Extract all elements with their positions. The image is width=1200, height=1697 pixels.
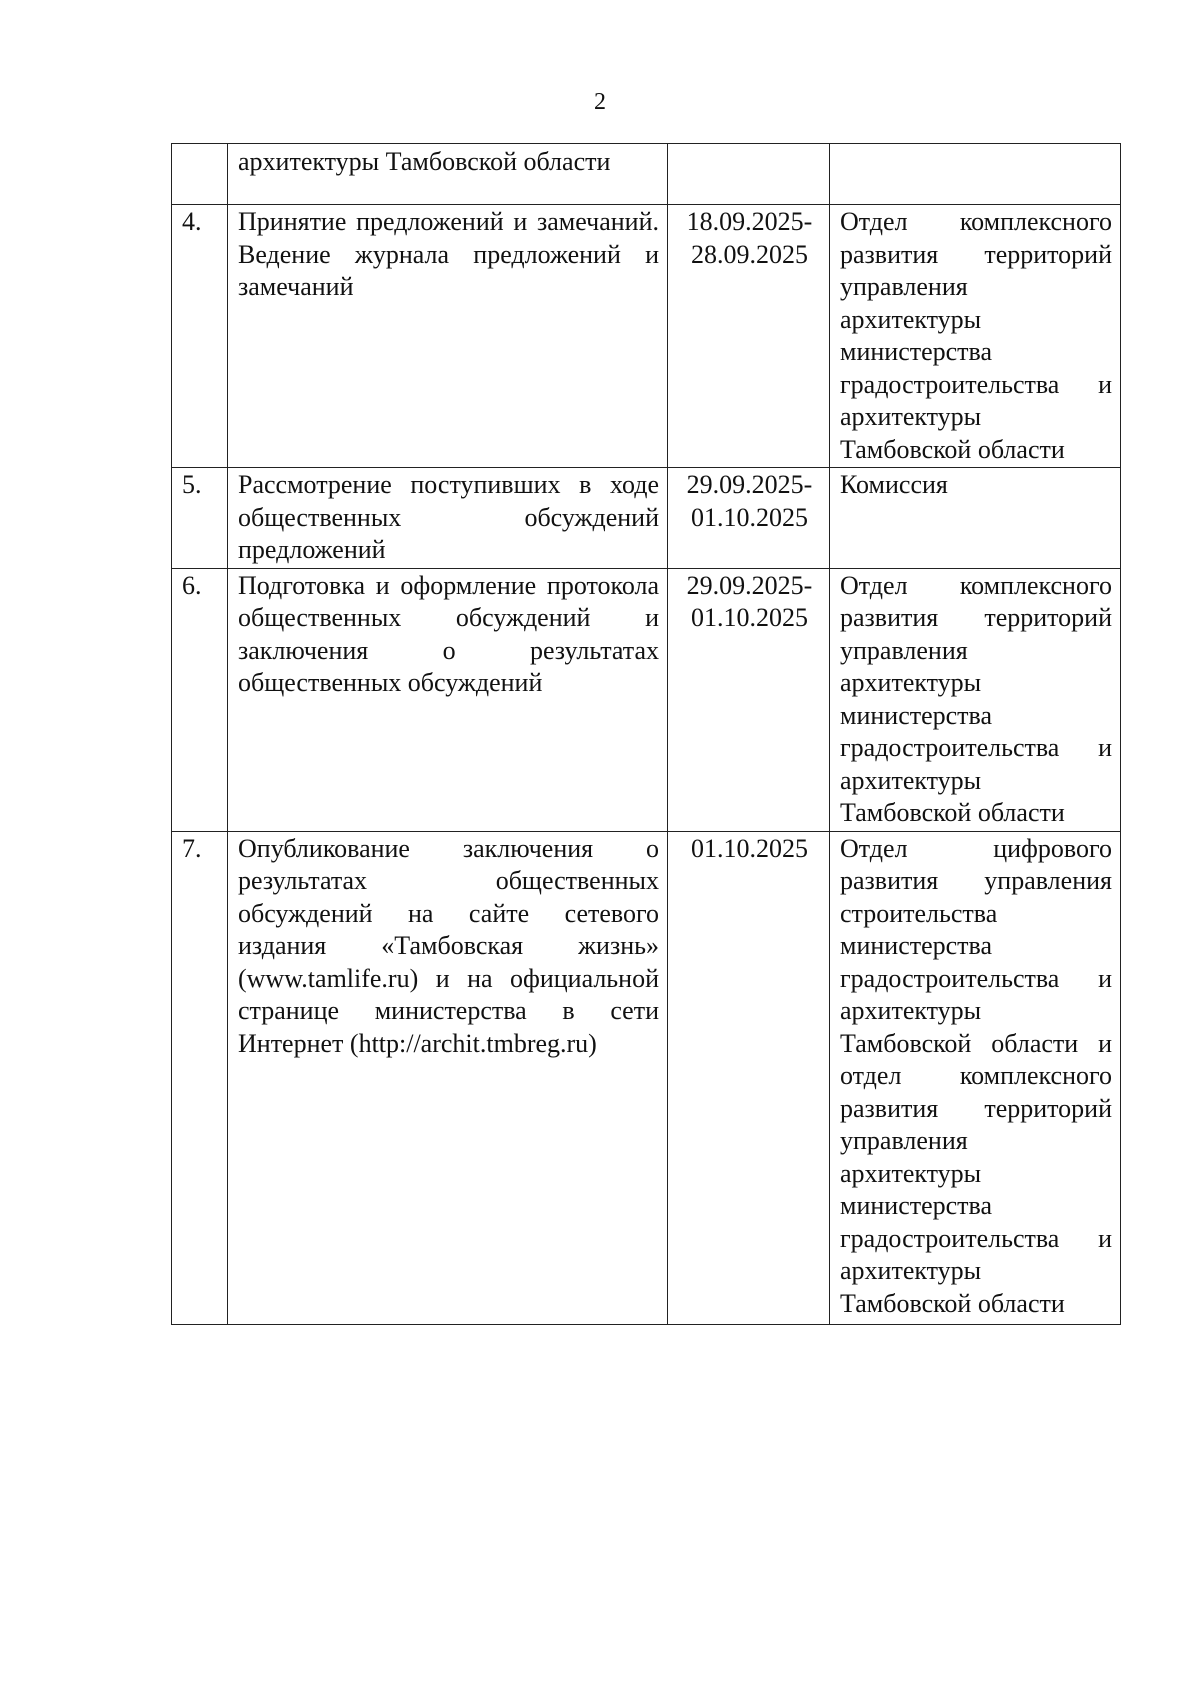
- table-row: [172, 144, 1121, 205]
- row-number: [172, 144, 228, 205]
- row-number: 4.: [172, 205, 228, 468]
- page-number: 2: [594, 89, 606, 115]
- date-cell: 29.09.2025-01.10.2025: [668, 568, 830, 831]
- row-number: 5.: [172, 468, 228, 569]
- responsible-cell: Комиссия: [830, 468, 1121, 569]
- responsible-cell: [830, 144, 1121, 205]
- task-cell: Принятие предложений и замечаний. Ведение журнала предложений и замечаний: [228, 205, 668, 468]
- responsible-cell: Отдел комплексного развития территорий управления архитектуры министерства градостроительства и архитектуры Тамбовской области: [830, 205, 1121, 468]
- row-number: 7.: [172, 831, 228, 1324]
- task-cell: архитектуры Тамбовской области: [228, 144, 668, 205]
- date-cell: 29.09.2025-01.10.2025: [668, 468, 830, 569]
- date-cell: 01.10.2025: [668, 831, 830, 1324]
- table-row: [172, 468, 1121, 569]
- task-cell: Опубликование заключения о результатах общественных обсуждений на сайте сетевого издания «Тамбовская жизнь» (www.tamlife.ru) и на официальной странице министерства в сети Интернет (http://archit.tmbreg.ru): [228, 831, 668, 1324]
- table-row: [172, 205, 1121, 468]
- responsible-cell: Отдел комплексного развития территорий управления архитектуры министерства градостроительства и архитектуры Тамбовской области: [830, 568, 1121, 831]
- table-row: [172, 831, 1121, 1324]
- schedule-table: [171, 143, 1121, 1325]
- responsible-cell: Отдел цифрового развития управления строительства министерства градостроительства и архитектуры Тамбовской области и отдел комплексного развития территорий управления архитектуры министерства градостроительства и архитектуры Тамбовской области: [830, 831, 1121, 1324]
- row-number: 6.: [172, 568, 228, 831]
- table-row: [172, 568, 1121, 831]
- task-cell: Рассмотрение поступивших в ходе общественных обсуждений предложений: [228, 468, 668, 569]
- task-cell: Подготовка и оформление протокола общественных обсуждений и заключения о результатах общественных обсуждений: [228, 568, 668, 831]
- date-cell: [668, 144, 830, 205]
- date-cell: 18.09.2025-28.09.2025: [668, 205, 830, 468]
